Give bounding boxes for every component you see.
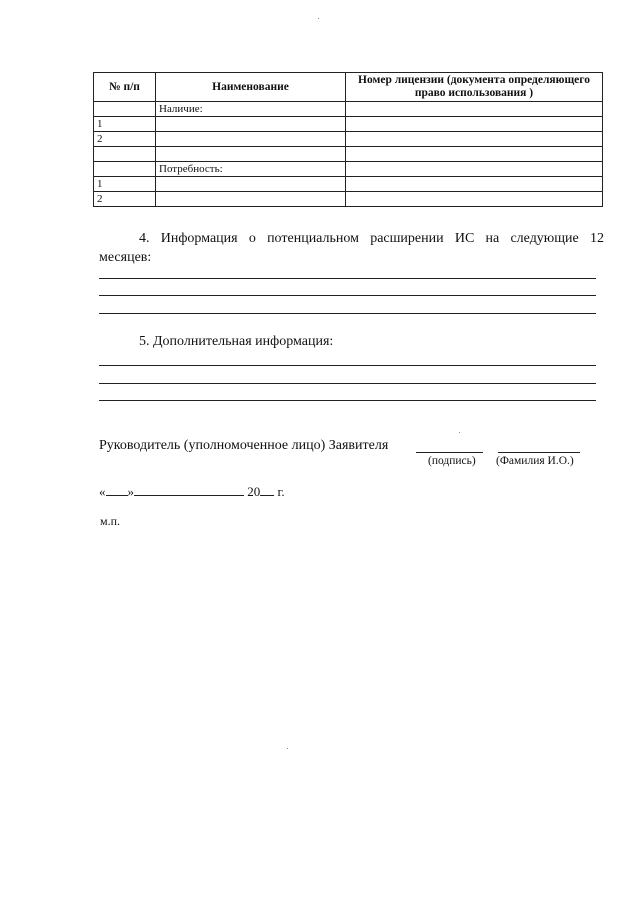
- fill-line: [99, 313, 596, 314]
- table-row: [94, 117, 603, 132]
- signatory-text: Руководитель (уполномоченное лицо) Заявителя: [99, 438, 389, 453]
- table-row: [94, 132, 603, 147]
- signature-caption: (подпись): [428, 455, 476, 467]
- table-cell: [94, 162, 156, 177]
- section-4-line-1: 4. Информация о потенциальном расширении ИС на следующие 12: [139, 231, 604, 246]
- name-caption: (Фамилия И.О.): [496, 455, 574, 467]
- day-blank: [106, 484, 128, 496]
- license-table: [93, 72, 603, 207]
- year-suffix: г.: [277, 484, 285, 499]
- year-blank: [260, 484, 274, 496]
- table-cell: 1: [94, 177, 156, 192]
- table-cell: [346, 102, 603, 117]
- fill-line: [99, 278, 596, 279]
- table-cell: [346, 147, 603, 162]
- table-header-row: [94, 73, 603, 102]
- fill-line: [99, 383, 596, 384]
- signature-line: [416, 452, 483, 453]
- header-license: Номер лицензии (документа определяющего право использования ): [346, 73, 603, 102]
- table-cell: [346, 177, 603, 192]
- table-cell: [156, 192, 346, 207]
- scan-speck: [318, 18, 319, 19]
- scan-speck: [459, 432, 460, 433]
- table-cell: [346, 117, 603, 132]
- table-cell: 1: [94, 117, 156, 132]
- table-cell: [94, 102, 156, 117]
- name-line: [498, 452, 580, 453]
- section-5-title: 5. Дополнительная информация:: [139, 334, 334, 349]
- table-row: [94, 147, 603, 162]
- fill-line: [99, 295, 596, 296]
- table-cell: [156, 177, 346, 192]
- table-cell: [156, 132, 346, 147]
- table-row: [94, 102, 603, 117]
- scan-speck: [287, 748, 288, 749]
- fill-line: [99, 365, 596, 366]
- header-number: № п/п: [94, 73, 156, 102]
- date-line: [99, 484, 285, 500]
- month-blank: [134, 484, 244, 496]
- date-close-quote: »: [127, 484, 134, 499]
- header-name: Наименование: [156, 73, 346, 102]
- fill-line: [99, 400, 596, 401]
- section-4-line-2: месяцев:: [99, 250, 152, 265]
- table-cell: [346, 162, 603, 177]
- table-cell: [346, 132, 603, 147]
- table-row: [94, 192, 603, 207]
- table-cell: 2: [94, 192, 156, 207]
- table-row: [94, 177, 603, 192]
- table-cell: 2: [94, 132, 156, 147]
- date-open-quote: «: [99, 484, 106, 499]
- section-4-paragraph: [99, 229, 604, 267]
- table-cell: [156, 117, 346, 132]
- table-row: [94, 162, 603, 177]
- table-cell: Потребность:: [156, 162, 346, 177]
- stamp-place: м.п.: [100, 514, 121, 528]
- year-prefix: 20: [247, 484, 261, 499]
- table-cell: [346, 192, 603, 207]
- table-cell: [156, 147, 346, 162]
- table-cell: [94, 147, 156, 162]
- table-cell: Наличие:: [156, 102, 346, 117]
